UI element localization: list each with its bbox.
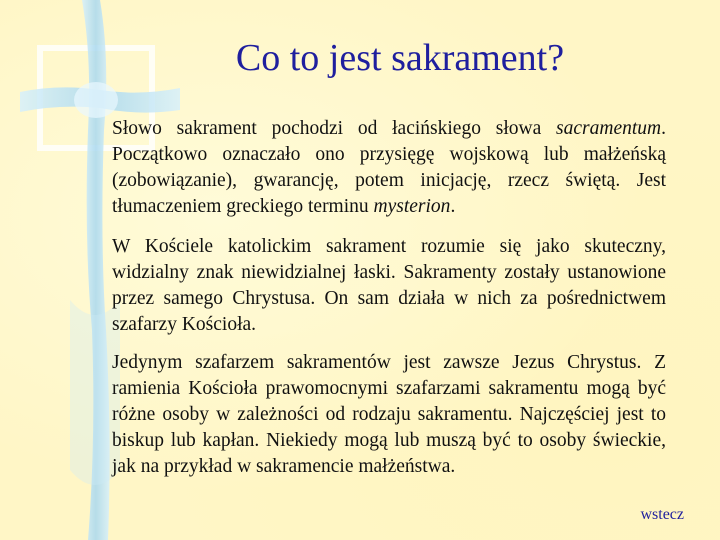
italic-term: mysterion bbox=[373, 196, 451, 217]
paragraph-text: Słowo sakrament pochodzi od łacińskiego słowa bbox=[112, 118, 557, 139]
paragraph-text: Jedynym szafarzem sakramentów jest zawsze Jezus Chrystus. Z ramienia Kościoła prawomocnymi szafarzami sakramentu mogą być różne osoby w zależności od rodzaju sakramentu. Najczęściej jest to biskup lub kapłan. Niekiedy mogą lub muszą być to osoby świeckie, jak na przykład w sakramencie małżeństwa. bbox=[112, 352, 666, 477]
back-link[interactable]: wstecz bbox=[640, 506, 684, 523]
paragraph-text: W Kościele katolickim sakrament rozumie się jako skuteczny, widzialny znak niewidzialnej łaski. Sakramenty zostały ustanowione przez samego Chrystusa. On sam działa w nich za pośrednictwem szafarzy Kościoła. bbox=[112, 236, 666, 335]
paragraph-ministers bbox=[112, 350, 666, 480]
paragraph-text: . Początkowo oznaczało ono przysięgę wojskową lub małżeńską (zobowiązanie), gwarancję, potem inicjację, rzecz świętą. Jest tłumaczeniem greckiego terminu bbox=[112, 118, 666, 217]
paragraph-etymology bbox=[112, 116, 666, 220]
paragraph-text: . bbox=[450, 196, 456, 217]
slide-title: Co to jest sakrament? bbox=[235, 37, 565, 79]
paragraph-definition bbox=[112, 234, 666, 338]
italic-term: sacramentum bbox=[556, 118, 662, 139]
